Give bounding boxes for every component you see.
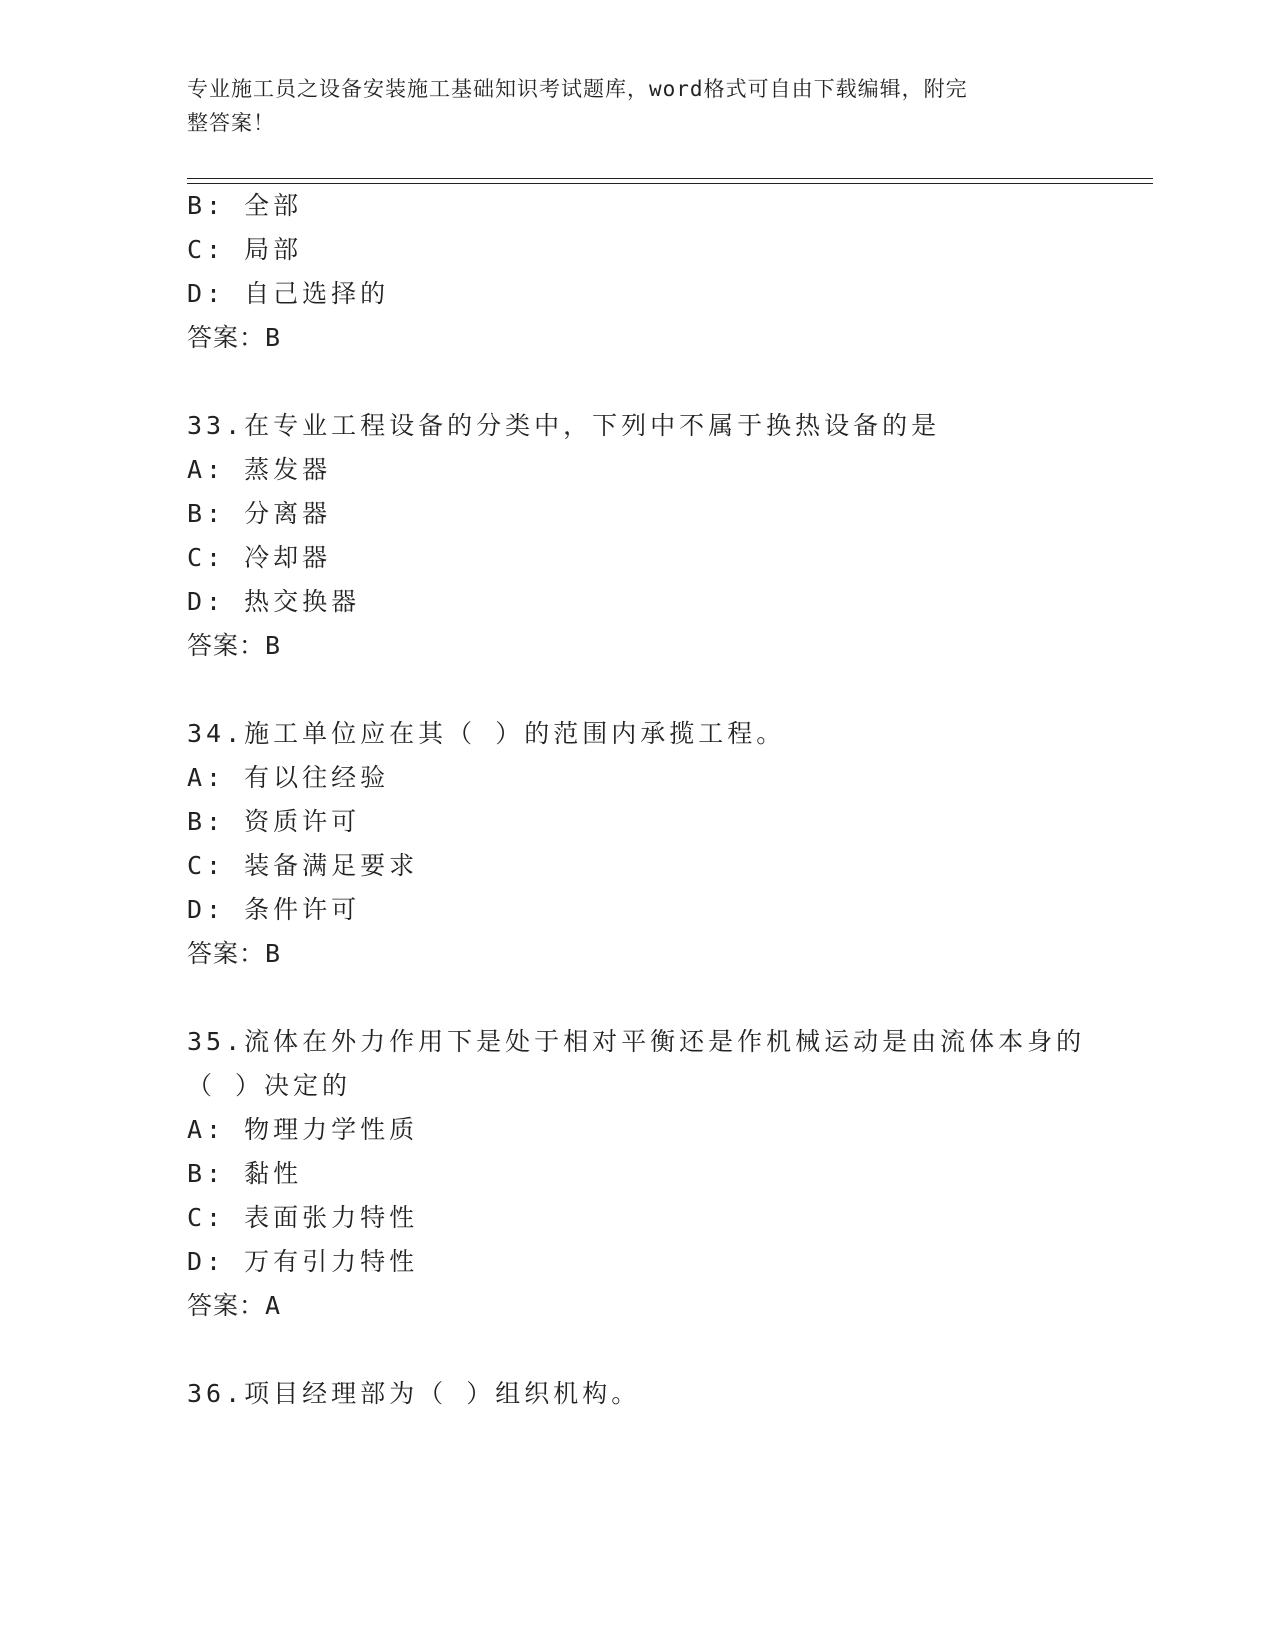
q32-answer-label: 答案：: [187, 323, 266, 352]
q33-option-b: B: 分离器: [187, 499, 332, 528]
q35-answer: [187, 1290, 281, 1322]
q33-answer-label: 答案：: [187, 631, 266, 660]
q32-option-b: B: 全部: [187, 191, 303, 220]
q34-question: 34.施工单位应在其（ ）的范围内承揽工程。: [187, 719, 786, 748]
q35-answer-value: A: [265, 1291, 282, 1320]
q33-answer-value: B: [265, 631, 282, 660]
header-divider-bottom: [187, 183, 1153, 184]
q34-option-a: A: 有以往经验: [187, 763, 390, 792]
q32-answer: [187, 322, 281, 354]
q35-option-d: D: 万有引力特性: [187, 1247, 419, 1276]
q33-answer: [187, 630, 281, 662]
header-divider-top: [187, 178, 1153, 179]
header-title-line1: 专业施工员之设备安装施工基础知识考试题库，word格式可自由下载编辑，附完: [187, 77, 968, 101]
q34-option-b: B: 资质许可: [187, 807, 361, 836]
q35-answer-label: 答案：: [187, 1291, 266, 1320]
q34-answer: [187, 938, 281, 970]
q34-option-c: C: 装备满足要求: [187, 851, 419, 880]
q35-option-a: A: 物理力学性质: [187, 1115, 419, 1144]
q33-option-a: A: 蒸发器: [187, 455, 332, 484]
q36-question: 36.项目经理部为（ ）组织机构。: [187, 1379, 641, 1408]
header-title-line2: 整答案！: [187, 111, 275, 135]
q35-option-c: C: 表面张力特性: [187, 1203, 419, 1232]
q34-answer-label: 答案：: [187, 939, 266, 968]
q35-option-b: B: 黏性: [187, 1159, 303, 1188]
q32-option-d: D: 自己选择的: [187, 279, 390, 308]
q32-answer-value: B: [265, 323, 282, 352]
q33-option-d: D: 热交换器: [187, 587, 361, 616]
q33-option-c: C: 冷却器: [187, 543, 332, 572]
q35-question-line1: 35.流体在外力作用下是处于相对平衡还是作机械运动是由流体本身的: [187, 1027, 1086, 1056]
q32-option-c: C: 局部: [187, 235, 303, 264]
q34-answer-value: B: [265, 939, 282, 968]
document-header: [187, 72, 1067, 140]
q33-question: 33.在专业工程设备的分类中，下列中不属于换热设备的是: [187, 411, 941, 440]
q35-question-line2: （ ）决定的: [187, 1071, 352, 1100]
q34-option-d: D: 条件许可: [187, 895, 361, 924]
